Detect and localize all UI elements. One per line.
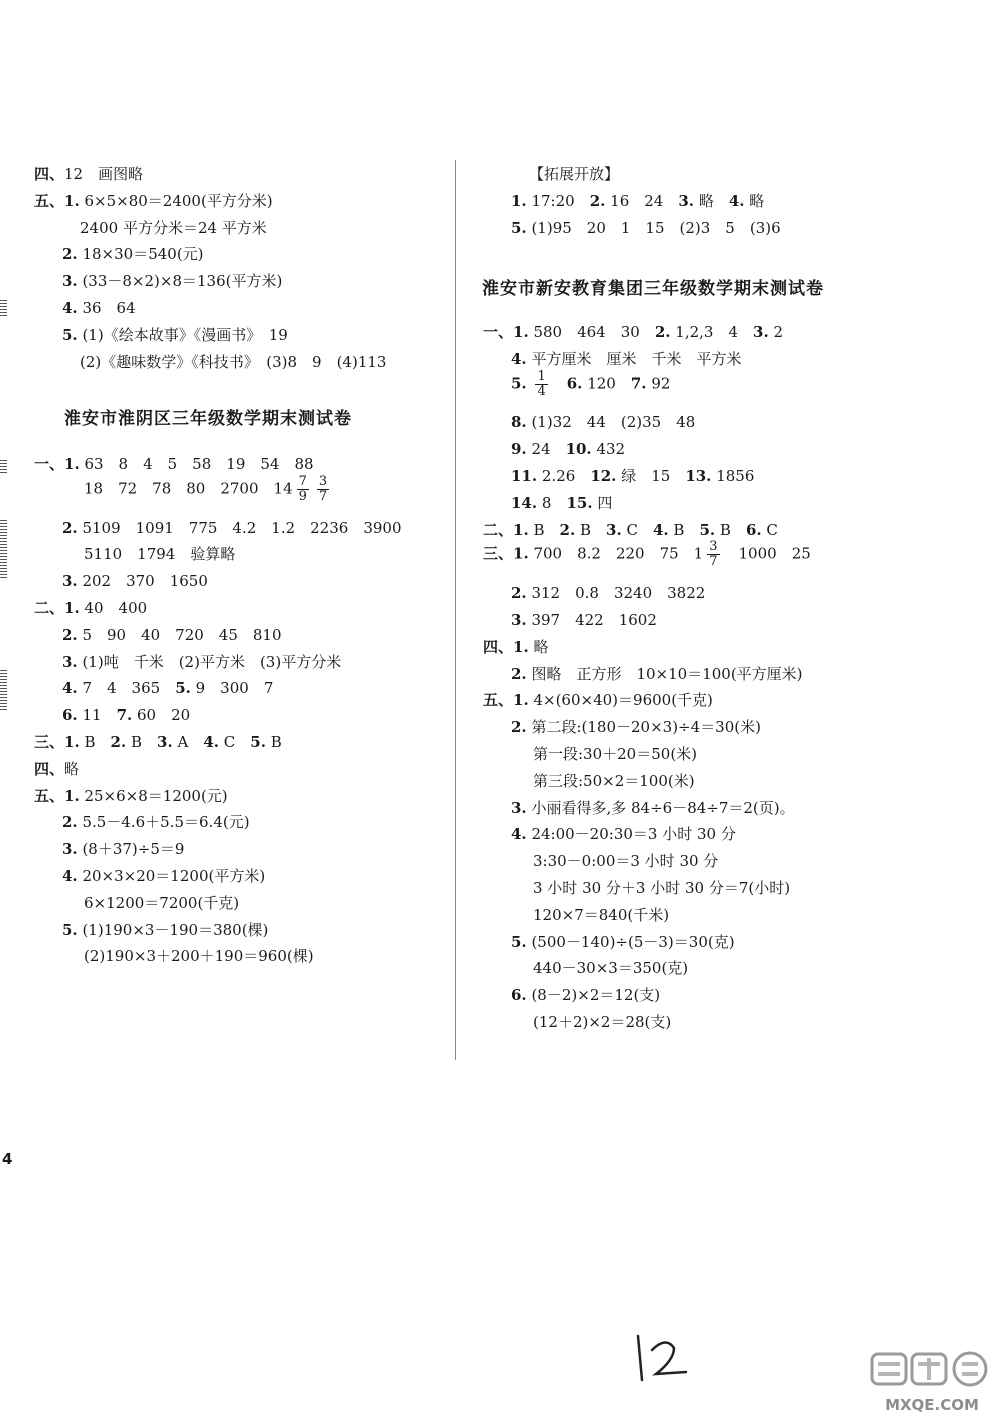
section-marker: 三、: [483, 544, 514, 563]
answer-text: 2: [773, 323, 784, 341]
item-number: 1.: [511, 191, 527, 210]
answer-text: B: [579, 520, 591, 539]
item-number: 6.: [566, 374, 583, 393]
answer-text: 312 0.8 3240 3822: [531, 584, 706, 603]
item-number: 1.: [513, 520, 529, 539]
answer-text: C: [766, 520, 778, 539]
answer-text: 20×3×20＝1200(平方米): [82, 867, 266, 885]
answer-line: [34, 759, 79, 779]
item-number: 1.: [64, 191, 80, 210]
answer-line: [511, 985, 660, 1005]
item-number: 4.: [203, 733, 219, 751]
answer-text: 17:20: [531, 191, 575, 210]
answer-line: [62, 678, 273, 698]
item-number: 2.: [62, 813, 78, 832]
item-number: 5.: [175, 679, 191, 698]
section-marker: 三、: [34, 733, 65, 751]
item-number: 4.: [62, 299, 78, 317]
answer-text: 5.5－4.6＋5.5＝6.4(元): [82, 813, 250, 832]
item-number: 7.: [630, 374, 647, 393]
item-number: 1.: [513, 323, 529, 341]
answer-text: (1)190×3－190＝380(棵): [82, 920, 269, 939]
numerator: 3: [709, 539, 718, 555]
answer-text: C: [223, 733, 236, 751]
item-number: 5.: [699, 520, 716, 539]
answer-text: (2)190×3＋200＋190＝960(棵): [84, 947, 314, 966]
answer-text: C: [626, 520, 638, 539]
answer-text: 2400 平方分米＝24 平方米: [80, 218, 267, 237]
item-number: 2.: [511, 664, 527, 683]
answer-line: [533, 1012, 671, 1032]
answer-text: (8－2)×2＝12(支): [531, 986, 661, 1005]
answer-text: 四: [597, 493, 613, 512]
answer-text: (1)95 20 1 15 (2)3 5 (3)6: [531, 218, 781, 237]
answer-text: A: [177, 733, 189, 751]
column-divider: [455, 160, 456, 1060]
answer-text: 580 464 30: [533, 323, 640, 341]
binding-edge-marks: [0, 290, 8, 850]
answer-line: [529, 164, 619, 184]
answer-text: (1)《绘本故事》《漫画书》 19: [82, 325, 288, 344]
item-number: 1.: [64, 733, 80, 751]
item-number: 13.: [685, 467, 712, 485]
item-number: 2.: [62, 625, 78, 644]
answer-line: [511, 412, 695, 432]
section-marker: 五、: [34, 786, 65, 805]
item-number: 2.: [511, 718, 527, 737]
answer-line: [62, 839, 184, 859]
answer-text: 3:30－0:00＝3 小时 30 分: [533, 852, 719, 871]
answer-line: [533, 771, 695, 791]
answer-text: 92: [651, 374, 671, 393]
answer-text: 397 422 1602: [531, 611, 657, 629]
answer-text: 12 画图略: [64, 165, 144, 183]
section-marker: 二、: [34, 599, 65, 617]
item-number: 6.: [62, 706, 78, 725]
item-number: 3.: [62, 840, 78, 859]
answer-text: 6×5×80＝2400(平方分米): [84, 191, 273, 210]
denominator: 7: [318, 488, 328, 504]
item-number: 3.: [62, 652, 78, 671]
item-number: 12.: [590, 467, 617, 485]
item-number: 3.: [753, 323, 769, 341]
answer-text: B: [719, 520, 731, 539]
answer-line: [62, 571, 208, 591]
answer-line: [511, 439, 625, 459]
item-number: 2.: [654, 323, 671, 341]
answer-line: [483, 322, 783, 342]
item-number: 5.: [511, 374, 527, 393]
answer-line: [62, 271, 282, 291]
section-marker: 一、: [34, 455, 65, 473]
item-number: 3.: [62, 572, 78, 591]
answer-text: 1856: [716, 467, 755, 485]
answer-line: [62, 652, 341, 672]
answer-text: 略: [749, 191, 765, 210]
answer-line: [511, 370, 670, 399]
answer-line: [511, 664, 803, 684]
numerator: 7: [298, 473, 307, 489]
fraction: [707, 540, 719, 569]
answer-line: [511, 466, 754, 486]
answer-text: 【拓展开放】: [529, 165, 620, 183]
answer-text: 略: [533, 637, 549, 656]
edge-mark: [0, 520, 7, 580]
answer-line: [533, 851, 718, 871]
item-number: 5.: [62, 920, 78, 939]
answer-line: [483, 637, 548, 657]
answer-text: 略: [698, 191, 714, 210]
answer-text: 9 300 7: [195, 679, 274, 698]
item-number: 3.: [157, 733, 173, 751]
answer-line: [62, 812, 250, 832]
answer-text: 小丽看得多,多 84÷6－84÷7＝2(页)。: [531, 798, 795, 817]
answer-line: [533, 878, 790, 898]
item-number: 11.: [511, 467, 538, 485]
item-number: 2.: [559, 520, 576, 539]
item-number: 5.: [250, 733, 266, 751]
answer-line: [511, 493, 612, 513]
edge-mark: [0, 300, 7, 318]
answer-line: [34, 598, 147, 618]
exam-title: 淮安市新安教育集团三年级数学期末测试卷: [482, 279, 824, 299]
item-number: 4.: [511, 825, 527, 844]
item-number: 2.: [589, 191, 606, 210]
answer-text: B: [270, 733, 282, 751]
section-marker: 二、: [483, 520, 514, 539]
item-number: 10.: [565, 440, 592, 459]
answer-line: [511, 932, 735, 952]
item-number: 14.: [511, 493, 538, 512]
answer-line: [84, 893, 239, 913]
answer-line: [511, 824, 736, 844]
item-number: 2.: [62, 245, 78, 264]
answer-text: 第二段:(180－20×3)÷4＝30(米): [531, 718, 761, 737]
item-number: 3.: [678, 191, 695, 210]
answer-text: 18×30＝540(元): [82, 245, 204, 264]
answer-text: 绿 15: [621, 467, 671, 485]
exam-title: 淮安市淮阴区三年级数学期末测试卷: [64, 409, 352, 429]
answer-line: [62, 866, 265, 886]
answer-text: 7 4 365: [82, 679, 161, 698]
answer-line: [511, 218, 781, 238]
handwritten-mark-12: [628, 1328, 698, 1388]
answer-text: 36 64: [82, 299, 136, 317]
item-number: 4.: [511, 349, 527, 368]
answer-text: 平方厘米 厘米 千米 平方米: [531, 349, 742, 368]
item-number: 3.: [511, 798, 527, 817]
item-number: 4.: [62, 867, 78, 885]
answer-text: (12＋2)×2＝28(支): [533, 1013, 672, 1031]
watermark-url: MXQE.COM: [885, 1396, 979, 1414]
answer-text: 432: [596, 440, 626, 459]
answer-line: [34, 732, 282, 752]
answer-text: (2)《趣味数学》《科技书》 (3)8 9 (4)113: [80, 352, 387, 371]
answer-text: 40 400: [84, 599, 148, 617]
answer-line: [483, 520, 778, 540]
item-number: 1.: [64, 599, 80, 617]
numerator: 1: [537, 368, 546, 384]
item-number: 2.: [110, 733, 127, 751]
item-number: 3.: [606, 520, 622, 539]
answer-text: 440－30×3＝350(克): [533, 959, 689, 978]
item-number: 3.: [511, 611, 527, 629]
item-number: 6.: [745, 520, 762, 539]
answer-line: [34, 164, 143, 184]
answer-text: 202 370 1650: [82, 572, 208, 591]
answer-text: 2.26: [541, 467, 576, 485]
item-number: 5.: [62, 325, 78, 344]
answer-line: [84, 544, 235, 564]
answer-line: [511, 583, 705, 603]
answer-text: 第三段:50×2＝100(米): [533, 771, 695, 790]
answer-line: [34, 191, 273, 211]
item-number: 9.: [511, 440, 527, 459]
answer-text: 5 90 40 720 45 810: [82, 625, 282, 644]
answer-line: [62, 244, 204, 264]
item-number: 1.: [513, 637, 529, 656]
answer-text: 4×(60×40)＝9600(千克): [533, 691, 713, 710]
watermark-logo: [868, 1350, 996, 1416]
answer-text: 1,2,3 4: [675, 323, 739, 341]
section-marker: 四、: [34, 759, 65, 778]
answer-text: 120×7＝840(千米): [533, 905, 670, 924]
answer-text: 5109 1091 775 4.2 1.2 2236 3900: [82, 518, 402, 537]
answer-text: B: [130, 733, 142, 751]
answer-text: B: [84, 733, 96, 751]
item-number: 15.: [566, 493, 593, 512]
section-marker: 四、: [34, 165, 65, 183]
denominator: 7: [709, 554, 718, 570]
answer-line: [533, 744, 697, 764]
answer-text: 16 24: [610, 191, 664, 210]
answer-text: 60 20: [137, 706, 191, 725]
answer-line: [533, 905, 669, 925]
answer-text: (1)32 44 (2)35 48: [531, 413, 696, 432]
answer-text: 1000 25: [738, 544, 811, 563]
answer-text: 11: [82, 706, 102, 725]
fraction: [535, 370, 547, 399]
section-marker: 四、: [483, 637, 514, 656]
answer-line: [62, 920, 268, 940]
answer-text: 24:00－20:30＝3 小时 30 分: [531, 825, 736, 844]
item-number: 4.: [652, 520, 669, 539]
answer-text: 5110 1794 验算略: [84, 545, 236, 564]
answer-text: 略: [64, 759, 80, 778]
answer-line: [84, 946, 314, 966]
edge-mark: [0, 670, 7, 710]
fraction: [317, 475, 329, 504]
answer-text: 25×6×8＝1200(元): [84, 786, 228, 805]
item-number: 6.: [511, 986, 527, 1005]
answer-text: (500－140)÷(5－3)＝30(克): [531, 932, 735, 951]
answer-line: [80, 352, 386, 372]
denominator: 9: [298, 488, 307, 504]
answer-line: [84, 475, 333, 504]
fraction: [297, 475, 309, 504]
answer-line: [34, 454, 314, 474]
item-number: 2.: [511, 584, 527, 603]
answer-text: B: [533, 520, 545, 539]
answer-line: [511, 798, 795, 818]
item-number: 8.: [511, 413, 527, 432]
item-number: 1.: [513, 691, 529, 710]
answer-line: [533, 958, 688, 978]
answer-text: 8: [541, 493, 552, 512]
answer-text: B: [673, 520, 685, 539]
answer-line: [62, 625, 282, 645]
answer-line: [34, 786, 228, 806]
section-marker: 五、: [34, 191, 65, 210]
section-marker: 五、: [483, 691, 514, 710]
answer-text: 3 小时 30 分＋3 小时 30 分＝7(小时): [533, 879, 791, 897]
answer-line: [62, 518, 402, 538]
answer-text: (1)吨 千米 (2)平方米 (3)平方分米: [82, 652, 342, 671]
answer-line: [62, 325, 288, 345]
page-number: 4: [2, 1150, 13, 1168]
item-number: 1.: [64, 455, 80, 473]
item-number: 4.: [62, 679, 78, 698]
answer-text: 18 72 78 80 2700 14: [84, 479, 293, 498]
answer-line: [80, 218, 267, 238]
item-number: 5.: [511, 218, 527, 237]
answer-text: 63 8 4 5 58 19 54 88: [84, 455, 314, 473]
answer-text: (33－8×2)×8＝136(平方米): [82, 272, 283, 291]
item-number: 3.: [62, 272, 78, 291]
answer-text: 120: [587, 374, 616, 393]
answer-line: [511, 349, 741, 369]
answer-line: [62, 705, 190, 725]
answer-text: 6×1200＝7200(千克): [84, 893, 240, 912]
answer-text: 第一段:30＋20＝50(米): [533, 745, 698, 763]
answer-text: 24: [531, 440, 551, 459]
answer-text: 图略 正方形 10×10＝100(平方厘米): [531, 664, 803, 683]
denominator: 4: [537, 383, 546, 399]
section-marker: 一、: [483, 323, 514, 341]
item-number: 4.: [728, 191, 745, 210]
item-number: 1.: [513, 544, 529, 563]
answer-line: [483, 540, 811, 569]
answer-line: [511, 610, 657, 630]
numerator: 3: [318, 473, 328, 489]
answer-line: [511, 717, 761, 737]
answer-line: [511, 191, 764, 211]
item-number: 1.: [64, 786, 80, 805]
answer-line: [62, 298, 136, 318]
answer-text: 700 8.2 220 75 1: [533, 544, 704, 563]
answer-text: (8＋37)÷5＝9: [82, 840, 185, 859]
item-number: 2.: [62, 518, 78, 537]
answer-line: [483, 690, 713, 710]
item-number: 7.: [116, 706, 133, 725]
edge-mark: [0, 460, 7, 474]
item-number: 5.: [511, 932, 527, 951]
